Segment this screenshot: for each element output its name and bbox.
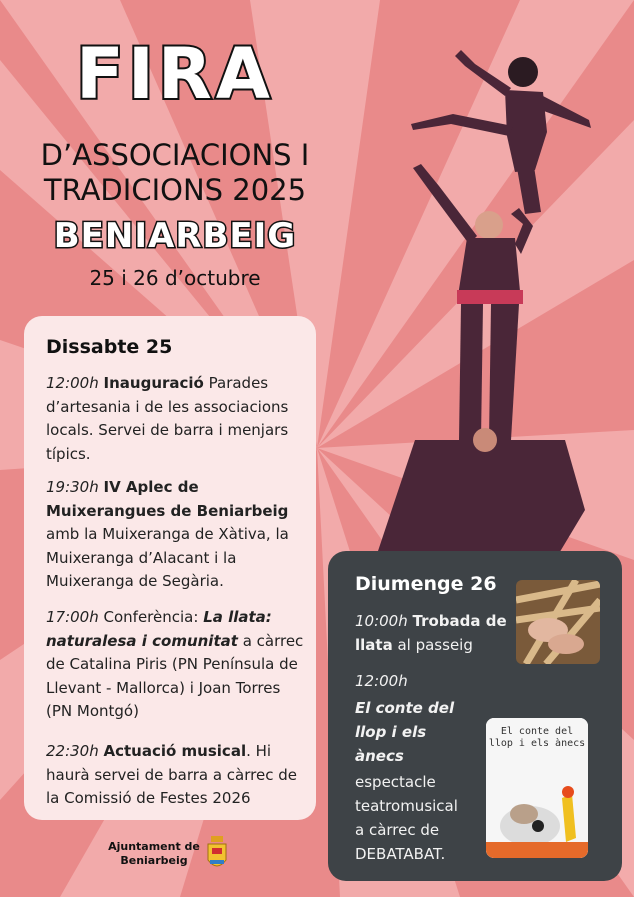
llata-weaving-photo <box>516 580 600 664</box>
event-time: 17:00h <box>46 608 99 626</box>
event-subtitle-line1: D’ASSOCIACIONS I <box>40 138 310 172</box>
sunday-event-1 <box>355 609 507 657</box>
event-name-line1: El conte del <box>355 699 455 717</box>
saturday-event-2 <box>46 476 308 594</box>
event-description-line2: teatromusical <box>355 797 458 815</box>
footer-line1: Ajuntament de <box>108 840 200 853</box>
saturday-program <box>24 316 316 820</box>
footer-organizer <box>104 840 204 868</box>
event-description-line3: a càrrec de <box>355 821 440 839</box>
saturday-event-1 <box>46 372 308 466</box>
muixeranga-tower-photo <box>355 40 605 560</box>
event-name: La llata: naturalesa i comunitat <box>46 608 272 650</box>
event-description-line4: DEBATABAT. <box>355 845 446 863</box>
sunday-heading: Diumenge 26 <box>355 573 497 595</box>
event-title: FIRA <box>76 33 274 115</box>
event-description-line1: espectacle <box>355 773 436 791</box>
event-subtitle-line2: TRADICIONS 2025 <box>43 173 307 207</box>
event-description: a càrrec de Catalina Piris (PN Península de Llevant - Mallorca) i Joan Torres (PN Montgó) <box>46 631 304 720</box>
saturday-event-3 <box>46 606 308 724</box>
event-dates: 25 i 26 d’octubre <box>89 266 261 290</box>
event-name-line2: llata <box>355 636 393 654</box>
event-description: amb la Muixeranga de Xàtiva, la Muixeranga d’Alacant i la Muixeranga de Segària. <box>46 525 289 590</box>
saturday-event-4 <box>46 740 308 811</box>
event-name-line2: llop i els <box>355 723 427 741</box>
event-name: Actuació musical <box>103 742 247 760</box>
sunday-event-2 <box>355 669 458 866</box>
conte-del-llop-poster-photo <box>486 718 588 858</box>
footer-line2: Beniarbeig <box>120 854 188 867</box>
event-description: . Hi haurà servei de barra a càrrec de la Comissió de Festes 2026 <box>46 742 297 807</box>
event-time: 19:30h <box>46 478 99 496</box>
event-time: 12:00h <box>46 374 99 392</box>
event-prefix: Conferència: <box>103 608 204 626</box>
poster-image-title: El conte del llop i els ànecs <box>488 726 586 749</box>
event-name: Inauguració <box>103 374 204 392</box>
town-name: BENIARBEIG <box>53 216 297 256</box>
saturday-heading: Dissabte 25 <box>46 336 173 358</box>
event-time: 12:00h <box>355 672 408 690</box>
event-time: 22:30h <box>46 742 99 760</box>
event-description: al passeig <box>392 636 473 654</box>
event-name-line1: Trobada de <box>412 612 507 630</box>
event-name-line3: ànecs <box>355 747 404 765</box>
event-description: Parades d’artesania i de les associacions locals. Servei de barra i menjars típics. <box>46 374 289 463</box>
event-name: IV Aplec de Muixerangues de Beniarbeig <box>46 478 289 520</box>
beniarbeig-coat-of-arms-icon <box>206 836 228 874</box>
event-time: 10:00h <box>355 612 408 630</box>
